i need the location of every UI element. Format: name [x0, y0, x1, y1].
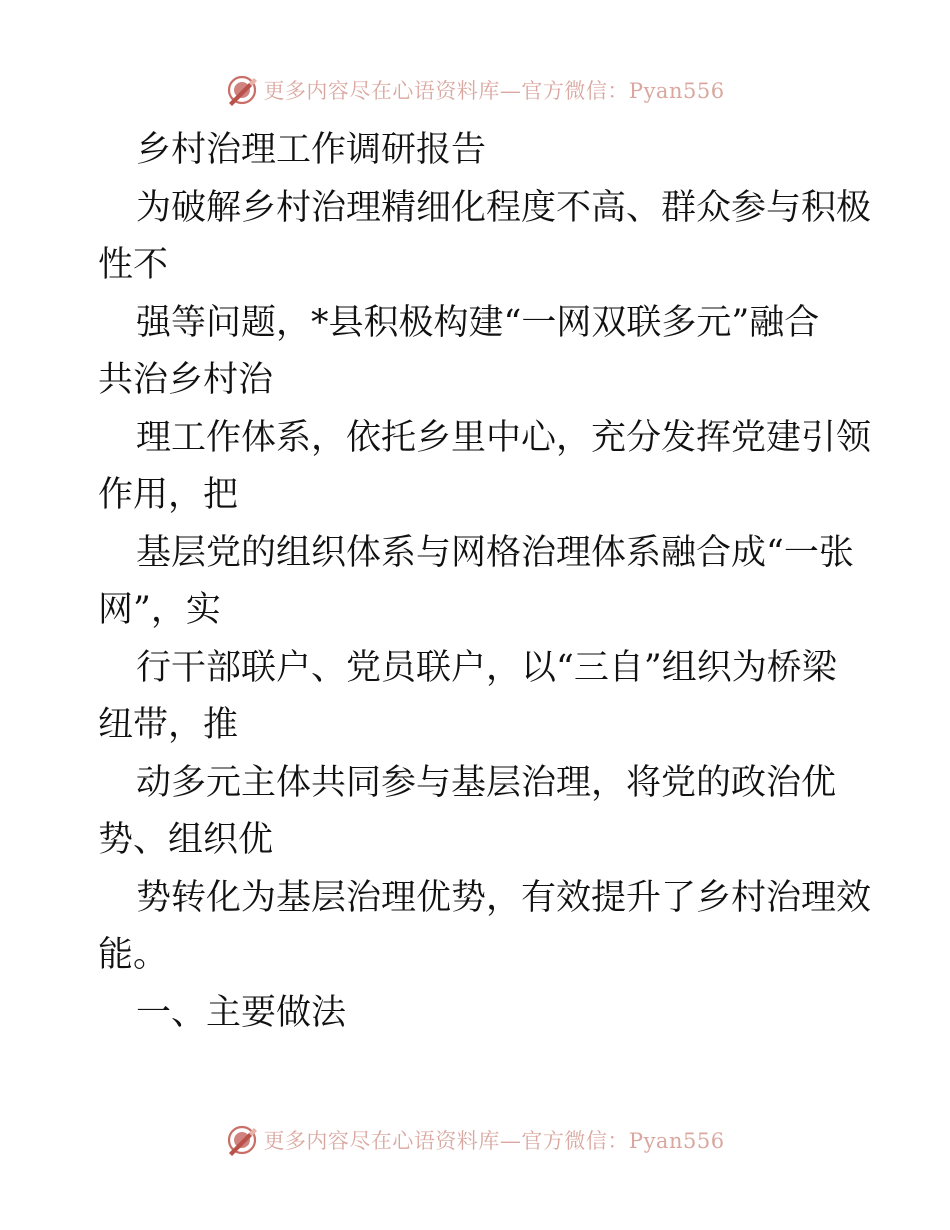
pen-logo-icon: [225, 73, 259, 107]
watermark-text: 更多内容尽在心语资料库—官方微信：Pyan556: [263, 1129, 725, 1153]
paragraph-line: 动多元主体共同参与基层治理，将党的政治优: [136, 762, 837, 803]
paragraph-line: 共治乡村治: [98, 360, 274, 400]
paragraph-line: 势转化为基层治理优势，有效提升了乡村治理效: [136, 877, 872, 918]
paragraph-line: 网”，实: [98, 590, 221, 630]
document-title: 乡村治理工作调研报告: [136, 130, 487, 170]
paragraph-line: 纽带，推: [98, 705, 239, 745]
paragraph-line: 势、组织优: [98, 820, 274, 860]
watermark-banner-top: [0, 70, 950, 110]
paragraph-line: 基层党的组织体系与网格治理体系融合成“一张: [136, 532, 854, 573]
paragraph-line: 性不: [98, 245, 169, 285]
paragraph-line: 强等问题，*县积极构建“一网双联多元”融合: [136, 302, 820, 343]
document-body: [98, 122, 872, 1042]
paragraph-line: 理工作体系，依托乡里中心，充分发挥党建引领: [136, 417, 872, 458]
paragraph-line: 作用，把: [98, 475, 239, 515]
paragraph-line: 为破解乡村治理精细化程度不高、群众参与积极: [136, 187, 872, 228]
watermark-text: 更多内容尽在心语资料库—官方微信：Pyan556: [263, 79, 725, 103]
pen-logo-icon: [225, 1123, 259, 1157]
watermark-banner-bottom: [0, 1120, 950, 1160]
section-heading: 一、主要做法: [136, 992, 347, 1033]
paragraph-line: 能。: [98, 935, 169, 975]
paragraph-line: 行干部联户、党员联户，以“三自”组织为桥梁: [136, 647, 837, 688]
